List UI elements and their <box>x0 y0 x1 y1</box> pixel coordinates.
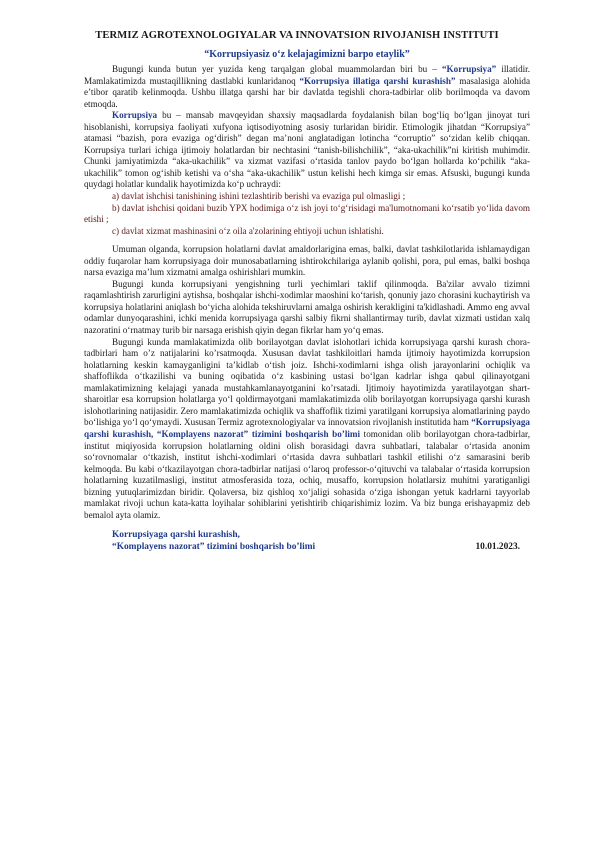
institute-title: TERMIZ AGROTEXNOLOGIYALAR VA INNOVATSION RIVOJANISH INSTITUTI <box>95 30 499 41</box>
paragraph-4: Bugungi kunda korrupsiyani yengishning turli yechimlari taklif qilinmoqda. Ba'zilar avvalo tizimni raqamlashtirish zarurligini aytishsa, boshqalar ishchi-xodimlar maoshini ko‘tarish, qonuniy jazo chorasini kuchaytirish va korrupsiya holatlarini aniqlash bo‘yicha alohida tekshiruvlarni amalga oshirish kerakligini ta'kidlashadi. Ammo eng avval odamlar dunyoqarashini, ichki menida korrupsiyaga qarshi salbiy fikrni shallantirmay turib, davlat xizmati ustidan xalq nazoratini o‘rnatmay turib bir narsaga erishish qiyin degan fikrlar ham yo‘q emas. <box>84 278 530 336</box>
examples-list <box>84 191 530 237</box>
list-item: c) davlat xizmat mashinasini o‘z oila a'zolarining ehtiyoji uchun ishlatishi. <box>112 225 384 236</box>
highlight-kurashish: “Korrupsiya illatiga qarshi kurashish” <box>299 75 456 86</box>
paragraph-5: Bugungi kunda mamlakatimizda olib borilayotgan davlat islohotlari ichida korrupsiyaga qarshi kurash chora-tadbirlari ham o’z natijalarini ko’rsatmoqda. Xususan davlat tashkiloitlari hamda ijtimoiy hayotimizda korrupsion holatlarning keskin kamayganligini ta’kidlab o‘tish joiz. Ishchi-xodimlarni ishga olish jarayonlarini ochiqlik va shaffoflikda o‘tkazilishi va buning oqibatida o‘z kasbining ustasi bo‘lgan kadrlar ishga qabul qilinayotgani mamlakatimizning kelajagi yanada mustahkamlanayotganini ko’rsatadi. Ijtimoiy hayotimizda yaratilayotgan shart-sharoitlar esa korrupsion holatlarga yo‘l qoldirmayotgani mamlakatimizda olib borilayotgan korrupsiyaga qarshi kurash islohotlarining natijasidir. Zero mamlakatimizda ochiqlik va shaffoflik tizimi yaratilgani korrupsiya alomatlarining paydo bo‘lishiga yo‘l qo‘ymaydi. Xususan Termiz agrotexnologiyalar va innovatsion rivojlanish institutida ham “Korrupsiyaga qarshi kurashish, “Komplayens nazorat” tizimini boshqarish bo’limi tomonidan olib borilayotgan chora-tadbirlar, institut miqiyosida korrupsion holatlarning oldini olish borasidagi davra suhbatlari, talabalar o‘rtasida anonim so‘rovnomalar o‘tkazish, institut ishchi-xodimlari o‘rtasida davra suhbatlari tashkil etilishi o‘z samarasini berib kelmoqda. Bu kabi o‘tkazilayotgan chora-tadbirlar natijasi o‘laroq professor-o‘qituvchi va talabalar o‘rtasida korrupsion holatlarning kuzatilmasligi, institut atmosferasida toza, ochiq, musaffo, korrupsion holatlarsiz muhitni yaratiganligi bizning yutuqlarimizdan biridir. Qolaversa, biz qishloq xo‘jaligi sohasida o‘ziga ishongan yetuk kadrlarni tayyorlab mamlakat rivoji uchun kata-katta loyihalar sohiblarini yetishtirib chiqarishimiz lozim. Va biz bunga erishayapmiz deb bemalol ayta olamiz. <box>84 336 530 520</box>
department-line-2: “Komplayens nazorat” tizimini boshqarish bo’limi <box>112 542 316 553</box>
list-item: a) davlat ishchisi tanishining ishini tezlashtirib berishi va evaziga pul olmasligi ; <box>112 191 406 202</box>
highlight-korrupsiya: “Korrupsiya” <box>441 64 497 74</box>
highlight-korrupsiya-term: Korrupsiya <box>112 110 158 121</box>
paragraph-3: Umuman olganda, korrupsion holatlarni davlat amaldorlarigina emas, balki, davlat tashkilotlarida ishlamaydigan oddiy fuqarolar ham korrupsiyaga doir munosabatlarning ishtirokchilariga aylanib qolishi, pora, pul emas, balki boshqa narsa evaziga ma’lum xizmatni amalga oshirishlari mumkin. <box>84 244 530 278</box>
paragraph-2: Korrupsiya bu – mansab mavqeyidan shaxsiy maqsadlarda foydalanish bilan bog‘liq bo‘lgan jinoyat turi hisoblanishi, korrupsiya faoliyati xufyona iqtisodiyotning asosiy turlaridan biridir. Etimologik jihatdan “Korrupsiya” atamasi “bazish, pora evaziga og‘dirish” degan ma’noni anglatadigan lotincha “corruptio” so‘zidan kelib chiqqan. Korrupsiya turlari ichiga ijtimoiy holatlardan bir nechtasini “tanish-bilishchilik”, “aka-ukachilik”ni kiritish muhimdir. Chunki jamiyatimizda “aka-ukachilik” va xizmat vazifasi o‘rtasida tanlov paydo bo‘lgan hollarda ko‘pchilik “aka-ukachilik” tomon og‘ishib ketishi va o‘sha “aka-ukachilik” ustun kelishi hech kimga sir emas. Afsuski, bugungi kunda quydagi holatlar kundalik hayotimizda ko‘p uchraydi: <box>84 110 530 190</box>
signature-block <box>84 529 530 553</box>
list-item: b) davlat ishchisi qoidani buzib YPX hodimiga o‘z ish joyi to‘g‘risidagi ma'lumotnomani ko‘rsatib yo‘lida davom etishi ; <box>84 202 530 225</box>
highlight-department: “Korrupsiyaga qarshi kurashish, “Komplayens nazorat” tizimini boshqarish bo’limi <box>84 417 530 439</box>
slogan: “Korrupsiyasiz o‘z kelajagimizni barpo etaylik” <box>204 49 410 60</box>
paragraph-1: Bugungi kunda butun yer yuzida keng tarqalgan global muammolardan biri bu – “Korrupsiya” illatidir. Mamlakatimizda mustaqillikning dastlabki kunlaridanoq “Korrupsiya illatiga qarshi kurashish” masalasiga alohida e’tibor qaratib kelinmoqda. Ushbu illatga qarshi har bir davlatda tegishli chora-tadbirlar olib borilmoqda va davom etmoqda. <box>84 64 530 109</box>
document-body <box>84 64 530 521</box>
document-date: 10.01.2023. <box>475 542 520 553</box>
department-line-1: Korrupsiyaga qarshi kurashish, <box>112 530 240 541</box>
